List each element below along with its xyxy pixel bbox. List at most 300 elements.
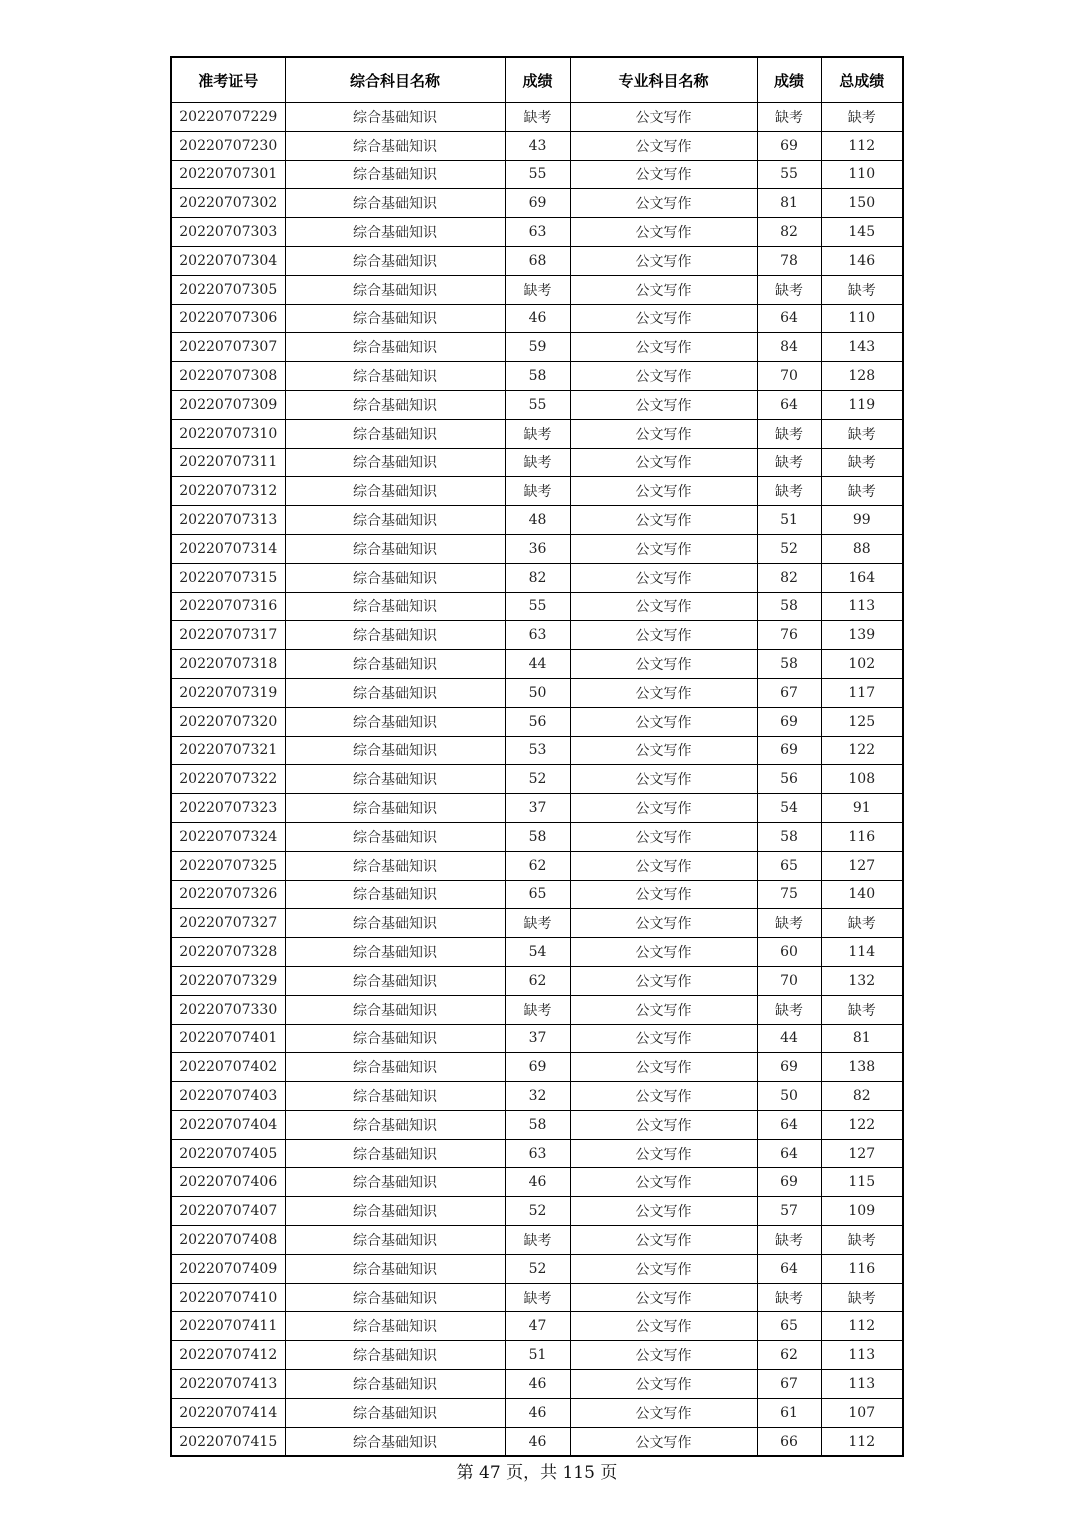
header-general-score: 成绩 xyxy=(505,57,570,103)
general-subject-cell: 综合基础知识 xyxy=(285,1398,505,1427)
major-subject-cell: 公文写作 xyxy=(570,1139,757,1168)
general-score-cell: 缺考 xyxy=(505,1283,570,1312)
exam-id-cell: 20220707313 xyxy=(171,506,285,535)
general-subject-cell: 综合基础知识 xyxy=(285,765,505,794)
table-body xyxy=(171,103,903,1457)
table-row xyxy=(171,1254,903,1283)
total-score-cell: 112 xyxy=(821,131,903,160)
general-score-cell: 58 xyxy=(505,1110,570,1139)
general-subject-cell: 综合基础知识 xyxy=(285,1082,505,1111)
table-row xyxy=(171,1312,903,1341)
major-score-cell: 缺考 xyxy=(757,448,821,477)
general-subject-cell: 综合基础知识 xyxy=(285,362,505,391)
exam-id-cell: 20220707410 xyxy=(171,1283,285,1312)
table-row xyxy=(171,1283,903,1312)
general-subject-cell: 综合基础知识 xyxy=(285,477,505,506)
major-score-cell: 51 xyxy=(757,506,821,535)
exam-id-cell: 20220707327 xyxy=(171,909,285,938)
major-score-cell: 缺考 xyxy=(757,103,821,132)
exam-id-cell: 20220707307 xyxy=(171,333,285,362)
total-score-cell: 140 xyxy=(821,880,903,909)
table-row xyxy=(171,534,903,563)
general-score-cell: 63 xyxy=(505,621,570,650)
header-general-subject: 综合科目名称 xyxy=(285,57,505,103)
general-subject-cell: 综合基础知识 xyxy=(285,1370,505,1399)
page-number-footer: 第 47 页，共 115 页 xyxy=(456,1463,618,1483)
table-row xyxy=(171,707,903,736)
general-subject-cell: 综合基础知识 xyxy=(285,1168,505,1197)
general-subject-cell: 综合基础知识 xyxy=(285,1139,505,1168)
total-score-cell: 128 xyxy=(821,362,903,391)
table-row xyxy=(171,477,903,506)
table-row xyxy=(171,736,903,765)
general-score-cell: 58 xyxy=(505,822,570,851)
general-subject-cell: 综合基础知识 xyxy=(285,246,505,275)
major-subject-cell: 公文写作 xyxy=(570,1168,757,1197)
exam-id-cell: 20220707302 xyxy=(171,189,285,218)
major-score-cell: 76 xyxy=(757,621,821,650)
total-score-cell: 127 xyxy=(821,851,903,880)
total-score-cell: 115 xyxy=(821,1168,903,1197)
table-row xyxy=(171,506,903,535)
general-score-cell: 82 xyxy=(505,563,570,592)
total-score-cell: 109 xyxy=(821,1197,903,1226)
general-subject-cell: 综合基础知识 xyxy=(285,1312,505,1341)
exam-id-cell: 20220707301 xyxy=(171,160,285,189)
table-row xyxy=(171,678,903,707)
general-score-cell: 37 xyxy=(505,1024,570,1053)
total-score-cell: 116 xyxy=(821,1254,903,1283)
general-subject-cell: 综合基础知识 xyxy=(285,419,505,448)
total-score-cell: 缺考 xyxy=(821,275,903,304)
exam-id-cell: 20220707324 xyxy=(171,822,285,851)
total-score-cell: 112 xyxy=(821,1312,903,1341)
general-score-cell: 59 xyxy=(505,333,570,362)
exam-id-cell: 20220707230 xyxy=(171,131,285,160)
general-score-cell: 32 xyxy=(505,1082,570,1111)
total-score-cell: 91 xyxy=(821,794,903,823)
exam-id-cell: 20220707415 xyxy=(171,1427,285,1456)
total-score-cell: 113 xyxy=(821,592,903,621)
major-subject-cell: 公文写作 xyxy=(570,938,757,967)
exam-id-cell: 20220707318 xyxy=(171,650,285,679)
exam-id-cell: 20220707316 xyxy=(171,592,285,621)
general-score-cell: 69 xyxy=(505,189,570,218)
table-row xyxy=(171,822,903,851)
exam-id-cell: 20220707328 xyxy=(171,938,285,967)
exam-id-cell: 20220707306 xyxy=(171,304,285,333)
total-score-cell: 139 xyxy=(821,621,903,650)
table-row xyxy=(171,1398,903,1427)
exam-id-cell: 20220707310 xyxy=(171,419,285,448)
table-row xyxy=(171,419,903,448)
major-subject-cell: 公文写作 xyxy=(570,678,757,707)
major-subject-cell: 公文写作 xyxy=(570,851,757,880)
major-subject-cell: 公文写作 xyxy=(570,1398,757,1427)
general-subject-cell: 综合基础知识 xyxy=(285,621,505,650)
general-subject-cell: 综合基础知识 xyxy=(285,333,505,362)
major-subject-cell: 公文写作 xyxy=(570,534,757,563)
total-score-cell: 99 xyxy=(821,506,903,535)
major-score-cell: 58 xyxy=(757,592,821,621)
general-subject-cell: 综合基础知识 xyxy=(285,707,505,736)
general-score-cell: 50 xyxy=(505,678,570,707)
exam-id-cell: 20220707309 xyxy=(171,390,285,419)
total-score-cell: 110 xyxy=(821,304,903,333)
major-subject-cell: 公文写作 xyxy=(570,650,757,679)
general-subject-cell: 综合基础知识 xyxy=(285,275,505,304)
general-subject-cell: 综合基础知识 xyxy=(285,736,505,765)
general-subject-cell: 综合基础知识 xyxy=(285,851,505,880)
major-score-cell: 61 xyxy=(757,1398,821,1427)
major-score-cell: 64 xyxy=(757,304,821,333)
general-subject-cell: 综合基础知识 xyxy=(285,534,505,563)
table-row xyxy=(171,1024,903,1053)
major-score-cell: 70 xyxy=(757,966,821,995)
general-subject-cell: 综合基础知识 xyxy=(285,822,505,851)
exam-id-cell: 20220707303 xyxy=(171,218,285,247)
general-score-cell: 53 xyxy=(505,736,570,765)
major-score-cell: 64 xyxy=(757,1139,821,1168)
major-subject-cell: 公文写作 xyxy=(570,1226,757,1255)
table-row xyxy=(171,160,903,189)
exam-id-cell: 20220707311 xyxy=(171,448,285,477)
total-score-cell: 114 xyxy=(821,938,903,967)
general-score-cell: 48 xyxy=(505,506,570,535)
exam-id-cell: 20220707314 xyxy=(171,534,285,563)
table-row xyxy=(171,390,903,419)
table-row xyxy=(171,1053,903,1082)
general-subject-cell: 综合基础知识 xyxy=(285,131,505,160)
major-subject-cell: 公文写作 xyxy=(570,563,757,592)
exam-id-cell: 20220707330 xyxy=(171,995,285,1024)
major-subject-cell: 公文写作 xyxy=(570,794,757,823)
major-subject-cell: 公文写作 xyxy=(570,246,757,275)
table-row xyxy=(171,131,903,160)
major-score-cell: 65 xyxy=(757,851,821,880)
major-score-cell: 60 xyxy=(757,938,821,967)
table-row xyxy=(171,218,903,247)
general-subject-cell: 综合基础知识 xyxy=(285,650,505,679)
table-row xyxy=(171,621,903,650)
general-score-cell: 46 xyxy=(505,304,570,333)
major-score-cell: 78 xyxy=(757,246,821,275)
table-row xyxy=(171,880,903,909)
major-score-cell: 缺考 xyxy=(757,909,821,938)
total-score-cell: 138 xyxy=(821,1053,903,1082)
general-score-cell: 46 xyxy=(505,1427,570,1456)
major-subject-cell: 公文写作 xyxy=(570,448,757,477)
general-score-cell: 缺考 xyxy=(505,275,570,304)
general-score-cell: 52 xyxy=(505,1197,570,1226)
major-subject-cell: 公文写作 xyxy=(570,592,757,621)
general-score-cell: 缺考 xyxy=(505,995,570,1024)
exam-id-cell: 20220707407 xyxy=(171,1197,285,1226)
general-score-cell: 54 xyxy=(505,938,570,967)
general-score-cell: 55 xyxy=(505,390,570,419)
general-score-cell: 44 xyxy=(505,650,570,679)
total-score-cell: 132 xyxy=(821,966,903,995)
general-score-cell: 63 xyxy=(505,1139,570,1168)
exam-id-cell: 20220707326 xyxy=(171,880,285,909)
general-score-cell: 65 xyxy=(505,880,570,909)
major-score-cell: 69 xyxy=(757,131,821,160)
total-score-cell: 113 xyxy=(821,1370,903,1399)
general-score-cell: 68 xyxy=(505,246,570,275)
general-subject-cell: 综合基础知识 xyxy=(285,506,505,535)
exam-id-cell: 20220707413 xyxy=(171,1370,285,1399)
exam-id-cell: 20220707412 xyxy=(171,1341,285,1370)
major-score-cell: 缺考 xyxy=(757,995,821,1024)
table-row xyxy=(171,275,903,304)
table-header-row xyxy=(171,57,903,103)
total-score-cell: 缺考 xyxy=(821,103,903,132)
major-score-cell: 缺考 xyxy=(757,477,821,506)
general-subject-cell: 综合基础知识 xyxy=(285,880,505,909)
general-score-cell: 58 xyxy=(505,362,570,391)
table-row xyxy=(171,650,903,679)
table-row xyxy=(171,995,903,1024)
general-score-cell: 69 xyxy=(505,1053,570,1082)
table-row xyxy=(171,1168,903,1197)
general-score-cell: 46 xyxy=(505,1168,570,1197)
major-subject-cell: 公文写作 xyxy=(570,333,757,362)
general-subject-cell: 综合基础知识 xyxy=(285,909,505,938)
major-score-cell: 58 xyxy=(757,822,821,851)
table-row xyxy=(171,304,903,333)
total-score-cell: 116 xyxy=(821,822,903,851)
general-score-cell: 43 xyxy=(505,131,570,160)
table-row xyxy=(171,1139,903,1168)
general-score-cell: 55 xyxy=(505,592,570,621)
general-score-cell: 62 xyxy=(505,966,570,995)
general-subject-cell: 综合基础知识 xyxy=(285,160,505,189)
general-subject-cell: 综合基础知识 xyxy=(285,304,505,333)
general-subject-cell: 综合基础知识 xyxy=(285,1197,505,1226)
major-subject-cell: 公文写作 xyxy=(570,1283,757,1312)
exam-id-cell: 20220707406 xyxy=(171,1168,285,1197)
exam-id-cell: 20220707322 xyxy=(171,765,285,794)
score-table xyxy=(170,56,904,1457)
table-row xyxy=(171,1370,903,1399)
total-score-cell: 107 xyxy=(821,1398,903,1427)
major-subject-cell: 公文写作 xyxy=(570,131,757,160)
major-subject-cell: 公文写作 xyxy=(570,103,757,132)
general-subject-cell: 综合基础知识 xyxy=(285,1110,505,1139)
exam-id-cell: 20220707319 xyxy=(171,678,285,707)
major-subject-cell: 公文写作 xyxy=(570,160,757,189)
total-score-cell: 125 xyxy=(821,707,903,736)
major-score-cell: 67 xyxy=(757,678,821,707)
general-score-cell: 46 xyxy=(505,1398,570,1427)
major-subject-cell: 公文写作 xyxy=(570,822,757,851)
major-score-cell: 66 xyxy=(757,1427,821,1456)
total-score-cell: 164 xyxy=(821,563,903,592)
total-score-cell: 110 xyxy=(821,160,903,189)
major-subject-cell: 公文写作 xyxy=(570,621,757,650)
table-row xyxy=(171,1427,903,1456)
general-score-cell: 46 xyxy=(505,1370,570,1399)
general-subject-cell: 综合基础知识 xyxy=(285,218,505,247)
total-score-cell: 146 xyxy=(821,246,903,275)
major-subject-cell: 公文写作 xyxy=(570,1082,757,1111)
table-row xyxy=(171,1226,903,1255)
table-row xyxy=(171,1082,903,1111)
general-score-cell: 56 xyxy=(505,707,570,736)
table-row xyxy=(171,448,903,477)
major-subject-cell: 公文写作 xyxy=(570,1197,757,1226)
header-exam-id: 准考证号 xyxy=(171,57,285,103)
major-subject-cell: 公文写作 xyxy=(570,966,757,995)
general-subject-cell: 综合基础知识 xyxy=(285,189,505,218)
major-subject-cell: 公文写作 xyxy=(570,218,757,247)
major-subject-cell: 公文写作 xyxy=(570,880,757,909)
major-score-cell: 62 xyxy=(757,1341,821,1370)
total-score-cell: 112 xyxy=(821,1427,903,1456)
general-subject-cell: 综合基础知识 xyxy=(285,1254,505,1283)
exam-id-cell: 20220707329 xyxy=(171,966,285,995)
general-subject-cell: 综合基础知识 xyxy=(285,448,505,477)
table-row xyxy=(171,189,903,218)
general-score-cell: 缺考 xyxy=(505,1226,570,1255)
major-subject-cell: 公文写作 xyxy=(570,1024,757,1053)
major-score-cell: 57 xyxy=(757,1197,821,1226)
table-row xyxy=(171,966,903,995)
general-subject-cell: 综合基础知识 xyxy=(285,563,505,592)
table-row xyxy=(171,592,903,621)
major-subject-cell: 公文写作 xyxy=(570,304,757,333)
table-row xyxy=(171,1197,903,1226)
general-score-cell: 51 xyxy=(505,1341,570,1370)
general-score-cell: 缺考 xyxy=(505,419,570,448)
major-subject-cell: 公文写作 xyxy=(570,707,757,736)
table-row xyxy=(171,851,903,880)
major-score-cell: 64 xyxy=(757,1254,821,1283)
exam-id-cell: 20220707401 xyxy=(171,1024,285,1053)
total-score-cell: 缺考 xyxy=(821,419,903,448)
major-score-cell: 69 xyxy=(757,736,821,765)
general-subject-cell: 综合基础知识 xyxy=(285,938,505,967)
general-score-cell: 缺考 xyxy=(505,103,570,132)
major-subject-cell: 公文写作 xyxy=(570,477,757,506)
exam-id-cell: 20220707305 xyxy=(171,275,285,304)
major-score-cell: 56 xyxy=(757,765,821,794)
major-subject-cell: 公文写作 xyxy=(570,736,757,765)
header-major-score: 成绩 xyxy=(757,57,821,103)
major-score-cell: 69 xyxy=(757,707,821,736)
general-score-cell: 缺考 xyxy=(505,448,570,477)
total-score-cell: 119 xyxy=(821,390,903,419)
header-major-subject: 专业科目名称 xyxy=(570,57,757,103)
table-row xyxy=(171,1341,903,1370)
major-score-cell: 69 xyxy=(757,1053,821,1082)
major-subject-cell: 公文写作 xyxy=(570,1254,757,1283)
exam-id-cell: 20220707403 xyxy=(171,1082,285,1111)
exam-id-cell: 20220707408 xyxy=(171,1226,285,1255)
major-subject-cell: 公文写作 xyxy=(570,1312,757,1341)
exam-id-cell: 20220707321 xyxy=(171,736,285,765)
major-score-cell: 70 xyxy=(757,362,821,391)
total-score-cell: 82 xyxy=(821,1082,903,1111)
general-score-cell: 缺考 xyxy=(505,477,570,506)
table-row xyxy=(171,563,903,592)
total-score-cell: 缺考 xyxy=(821,477,903,506)
general-subject-cell: 综合基础知识 xyxy=(285,1024,505,1053)
general-subject-cell: 综合基础知识 xyxy=(285,1341,505,1370)
total-score-cell: 缺考 xyxy=(821,448,903,477)
exam-id-cell: 20220707320 xyxy=(171,707,285,736)
exam-id-cell: 20220707308 xyxy=(171,362,285,391)
total-score-cell: 81 xyxy=(821,1024,903,1053)
general-score-cell: 36 xyxy=(505,534,570,563)
exam-id-cell: 20220707411 xyxy=(171,1312,285,1341)
major-subject-cell: 公文写作 xyxy=(570,189,757,218)
major-subject-cell: 公文写作 xyxy=(570,390,757,419)
table-row xyxy=(171,333,903,362)
table-row xyxy=(171,765,903,794)
general-subject-cell: 综合基础知识 xyxy=(285,995,505,1024)
general-score-cell: 47 xyxy=(505,1312,570,1341)
general-score-cell: 缺考 xyxy=(505,909,570,938)
total-score-cell: 127 xyxy=(821,1139,903,1168)
major-score-cell: 69 xyxy=(757,1168,821,1197)
table-row xyxy=(171,938,903,967)
general-score-cell: 55 xyxy=(505,160,570,189)
total-score-cell: 143 xyxy=(821,333,903,362)
general-score-cell: 63 xyxy=(505,218,570,247)
major-score-cell: 44 xyxy=(757,1024,821,1053)
major-subject-cell: 公文写作 xyxy=(570,419,757,448)
major-score-cell: 55 xyxy=(757,160,821,189)
major-subject-cell: 公文写作 xyxy=(570,765,757,794)
major-score-cell: 缺考 xyxy=(757,1226,821,1255)
exam-id-cell: 20220707402 xyxy=(171,1053,285,1082)
major-score-cell: 52 xyxy=(757,534,821,563)
total-score-cell: 88 xyxy=(821,534,903,563)
general-score-cell: 37 xyxy=(505,794,570,823)
total-score-cell: 缺考 xyxy=(821,1226,903,1255)
total-score-cell: 108 xyxy=(821,765,903,794)
table-row xyxy=(171,794,903,823)
general-subject-cell: 综合基础知识 xyxy=(285,1053,505,1082)
total-score-cell: 102 xyxy=(821,650,903,679)
major-score-cell: 81 xyxy=(757,189,821,218)
major-score-cell: 75 xyxy=(757,880,821,909)
general-subject-cell: 综合基础知识 xyxy=(285,592,505,621)
major-score-cell: 67 xyxy=(757,1370,821,1399)
major-subject-cell: 公文写作 xyxy=(570,1110,757,1139)
major-subject-cell: 公文写作 xyxy=(570,1053,757,1082)
major-score-cell: 65 xyxy=(757,1312,821,1341)
major-score-cell: 82 xyxy=(757,563,821,592)
total-score-cell: 117 xyxy=(821,678,903,707)
general-subject-cell: 综合基础知识 xyxy=(285,1427,505,1456)
major-subject-cell: 公文写作 xyxy=(570,275,757,304)
exam-id-cell: 20220707229 xyxy=(171,103,285,132)
total-score-cell: 150 xyxy=(821,189,903,218)
general-score-cell: 62 xyxy=(505,851,570,880)
major-subject-cell: 公文写作 xyxy=(570,1427,757,1456)
table-row xyxy=(171,362,903,391)
major-score-cell: 64 xyxy=(757,390,821,419)
major-subject-cell: 公文写作 xyxy=(570,1341,757,1370)
exam-id-cell: 20220707414 xyxy=(171,1398,285,1427)
general-subject-cell: 综合基础知识 xyxy=(285,1283,505,1312)
major-score-cell: 64 xyxy=(757,1110,821,1139)
exam-id-cell: 20220707304 xyxy=(171,246,285,275)
major-score-cell: 84 xyxy=(757,333,821,362)
major-score-cell: 缺考 xyxy=(757,1283,821,1312)
